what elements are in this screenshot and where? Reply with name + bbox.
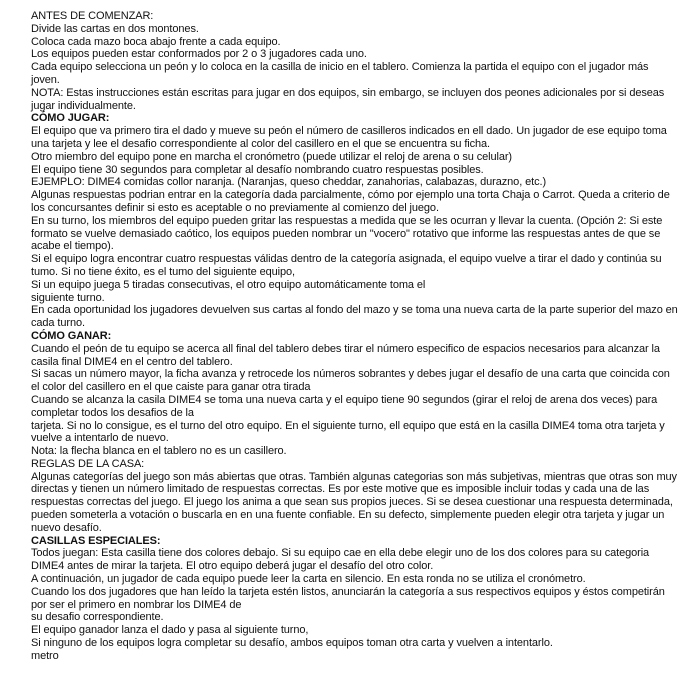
rule-paragraph: El equipo ganador lanza el dado y pasa al siguiente turno, bbox=[31, 624, 309, 637]
rule-paragraph: Divide las cartas en dos montones. bbox=[31, 22, 199, 35]
rule-paragraph: Cuando los dos jugadores que han leído la tarjeta estén listos, anunciarán la categoría a sus respectivos equipos y éstos competirán por ser el primero en nombrar los DIME4 de bbox=[31, 585, 665, 611]
rule-paragraph: metro bbox=[31, 649, 59, 662]
rule-paragraph: Nota: la flecha blanca en el tablero no es un casillero. bbox=[31, 445, 287, 458]
rule-paragraph: Si sacas un número mayor, la ficha avanza y retrocede los números sobrantes y debes jugar el desafío de una carta que coincida con el color del casillero en el que caiste para ganar otra tirada bbox=[31, 368, 670, 394]
rule-paragraph: En su turno, los miembros del equipo pueden gritar las respuestas a medida que se les ocurran y llevar la cuenta. (Opción 2: Si este formato se vuelve demasiado caótico, los equipos pueden nombrar un "vocero" rotativo que informe las respuestas antes de que se acabe el tiempo). bbox=[31, 214, 663, 253]
rule-paragraph: El equipo que va primero tira el dado y mueve su peón el número de casilleros indicados en ell dado. Un jugador de ese equipo toma una tarjeta y lee el desafio correspondiente al color del casillero en el que se encuentra su ficha. bbox=[31, 125, 667, 150]
rule-paragraph: Algunas respuestas podrian entrar en la categoría dada parcialmente, cómo por ejemplo una torta Chaja o Carrot. Queda a criterio de los concursantes definir si esto es aceptable o no previamente al comienzo del juego. bbox=[31, 189, 670, 214]
rule-paragraph: REGLAS DE LA CASA: bbox=[31, 457, 145, 470]
rule-paragraph: Cuando el peón de tu equipo se acerca all final del tablero debes tirar el número especifico de espacios necesarios para alcanzar la casila final DIME4 en el centro del tablero. bbox=[31, 342, 660, 368]
rule-paragraph: Si un equipo juega 5 tiradas consecutivas, el otro equipo automáticamente toma el bbox=[31, 278, 426, 291]
section-heading: CÓMO GANAR: bbox=[31, 329, 112, 342]
rule-paragraph: Coloca cada mazo boca abajo frente a cada equipo. bbox=[31, 35, 281, 48]
rule-paragraph: tarjeta. Si no lo consigue, es el turno del otro equipo. En el siguiente turno, ell equipo que está en la casilla DIME4 toma otra tarjeta y vuelve a intentarlo de nuevo. bbox=[31, 419, 665, 445]
rule-paragraph: Todos juegan: Esta casilla tiene dos colores debajo. Si su equipo cae en ella debe elegir uno de los dos colores para su categoria DIME4 antes de mirar la tarjeta. El otro equipo deberá jugar el desafío del otro color. bbox=[31, 547, 650, 573]
rule-paragraph: Si el equipo logra encontrar cuatro respuestas válidas dentro de la categoría asignada, el equipo vuelve a tirar el dado y continúa su tumo. Si no tiene éxito, es el tumo del siguiente equipo, bbox=[31, 253, 662, 278]
rule-paragraph: Otro miembro del equipo pone en marcha el cronómetro (puede utilizar el reloj de arena o su celular) bbox=[31, 150, 512, 163]
rule-paragraph: El equipo tiene 30 segundos para completar al desafío nombrando cuatro respuestas posibles. bbox=[31, 163, 484, 176]
rule-paragraph: su desafio correspondiente. bbox=[31, 611, 164, 624]
rule-paragraph: Cada equipo selecciona un peón y lo coloca en la casilla de inicio en el tablero. Comienza la partida el equipo con el jugador más joven. bbox=[31, 61, 649, 86]
rule-paragraph: EJEMPLO: DIME4 comidas collor naranja. (Naranjas, queso cheddar, zanahorias, calabazas, durazno, etc.) bbox=[31, 176, 547, 189]
rule-paragraph: Cuando se alcanza la casila DIME4 se toma una nueva carta y el equipo tiene 90 segundos (girar el reloj de arena dos veces) para completar todos los desafios de la bbox=[31, 393, 658, 419]
rule-paragraph: siguiente turno. bbox=[31, 291, 105, 304]
section-heading: CASILLAS ESPECIALES: bbox=[31, 534, 161, 547]
section-heading: CÓMO JUGAR: bbox=[31, 112, 110, 125]
rule-paragraph: Si ninguno de los equipos logra completar su desafío, ambos equipos toman otra carta y vuelven a intentarlo. bbox=[31, 637, 553, 650]
rule-paragraph: A continuación, un jugador de cada equipo puede leer la carta en silencio. En esta ronda no se utiliza el cronómetro. bbox=[31, 573, 586, 586]
rule-paragraph: Los equipos pueden estar conformados por 2 o 3 jugadores cada uno. bbox=[31, 48, 367, 61]
rule-paragraph: NOTA: Estas instrucciones están escritas para jugar en dos equipos, sin embargo, se incluyen dos peones adicionales por si deseas jugar individualmente. bbox=[31, 86, 665, 112]
rule-paragraph: En cada oportunidad los jugadores devuelven sus cartas al fondo del mazo y se toma una nueva carta de la parte superior del mazo en cada turno. bbox=[31, 304, 678, 330]
rule-paragraph: ANTES DE COMENZAR: bbox=[31, 10, 154, 22]
rule-paragraph: Algunas categorías del juego son más abiertas que otras. También algunas categorias son más subjetivas, mientras que otras son muy directas y tienen un número limitado de respuestas correctas. Es por este motive que es imposible incluir todas y cada una de las respuestas correctas del juego. El juego los anima a que sean sus propios jueces. Si se desea cuestionar una respuesta determinada, pueden someterla a votación o buscarla en en una fuente confiable. En su defecto, simplemente pueden elegir otra tarjeta y jugar un nuevo desafío. bbox=[31, 470, 677, 534]
